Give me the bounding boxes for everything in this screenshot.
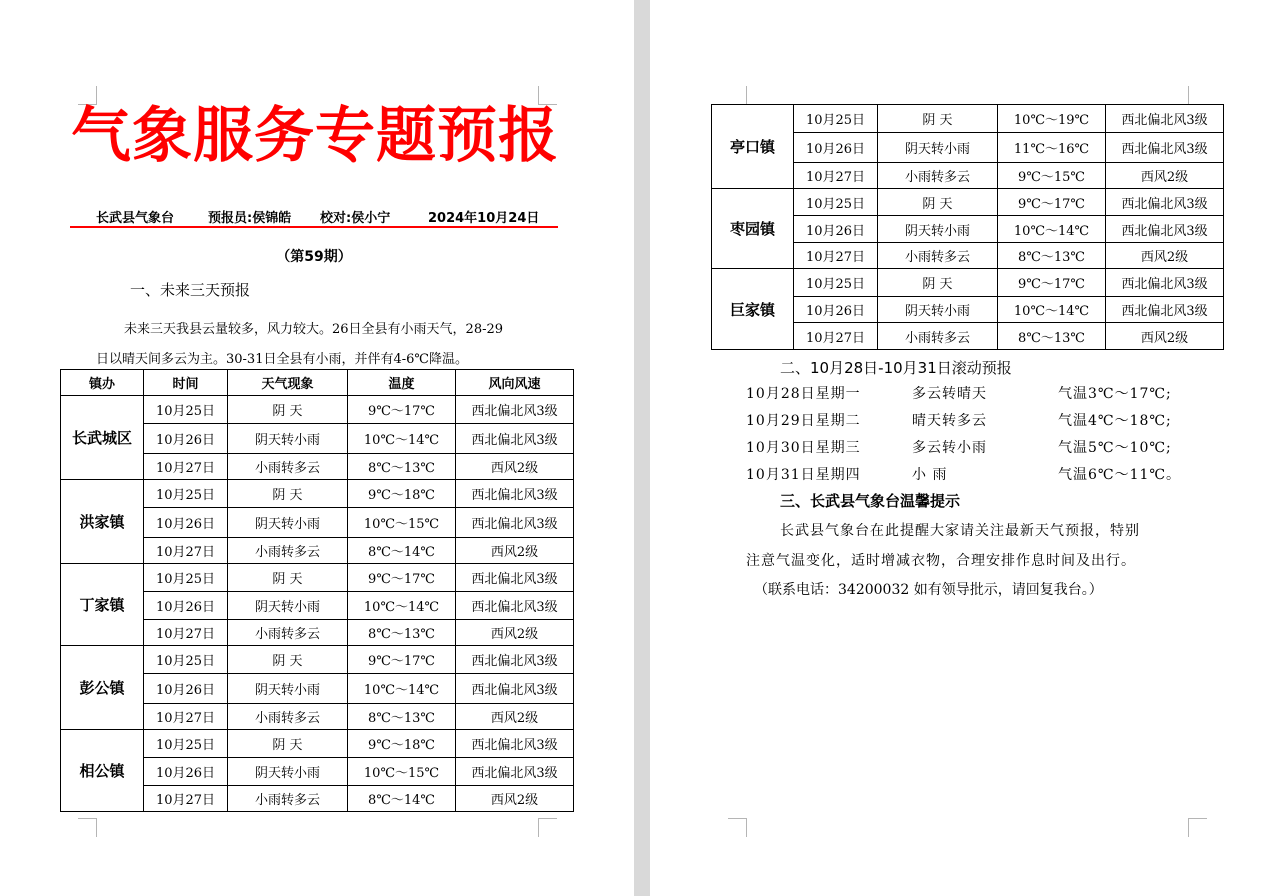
wind-cell: 西北偏北风3级 [1106,216,1224,243]
rolling-weather: 多云转小雨 [912,440,987,456]
wind-cell: 西北偏北风3级 [1106,297,1224,323]
table-row [712,269,1224,297]
town-forecast-table-body [712,105,1224,350]
temperature-cell: 9℃～15℃ [998,163,1106,189]
weather-cell: 阴 天 [228,480,348,508]
weather-cell: 阴天转小雨 [878,297,998,323]
date-cell: 10月26日 [144,758,228,786]
date-cell: 10月25日 [144,646,228,674]
byline-org: 长武县气象台 [96,211,175,226]
temperature-cell: 10℃～15℃ [348,508,456,538]
weather-cell: 阴 天 [878,269,998,297]
byline-forecaster: 预报员:侯锦皓 [208,211,292,226]
date-cell: 10月27日 [144,786,228,812]
weather-cell: 阴天转小雨 [228,592,348,620]
wind-cell: 西风2级 [1106,243,1224,269]
table-row [61,564,574,592]
wind-cell: 西北偏北风3级 [456,730,574,758]
wind-cell: 西北偏北风3级 [456,646,574,674]
weather-cell: 阴天转小雨 [878,133,998,163]
weather-cell: 阴天转小雨 [228,508,348,538]
date-cell: 10月26日 [144,424,228,454]
table-header-cell: 天气现象 [228,370,348,396]
wind-cell: 西风2级 [456,786,574,812]
margin-corner-mark [78,818,97,837]
byline-proofreader: 校对:侯小宁 [320,211,391,226]
town-forecast-table [60,369,574,812]
weather-cell: 阴天转小雨 [228,674,348,704]
town-name-cell: 洪家镇 [61,480,144,564]
temperature-cell: 8℃～13℃ [348,704,456,730]
page-gutter [634,0,650,896]
date-cell: 10月27日 [144,704,228,730]
wind-cell: 西北偏北风3级 [456,674,574,704]
weather-cell: 阴 天 [228,646,348,674]
forecast-paragraph-line: 未来三天我县云量较多，风力较大。26日全县有小雨天气，28-29 [124,322,504,337]
rolling-day: 10月29日星期二 [746,413,861,429]
town-name-cell: 巨家镇 [712,269,794,350]
temperature-cell: 10℃～14℃ [998,216,1106,243]
town-name-cell: 亭口镇 [712,105,794,189]
table-header-cell: 时间 [144,370,228,396]
weather-cell: 阴 天 [228,396,348,424]
temperature-cell: 10℃～14℃ [998,297,1106,323]
town-name-cell: 彭公镇 [61,646,144,730]
date-cell: 10月25日 [794,105,878,133]
wind-cell: 西风2级 [1106,323,1224,350]
date-cell: 10月26日 [794,133,878,163]
weather-cell: 小雨转多云 [228,620,348,646]
rolling-weather: 小 雨 [912,467,948,483]
temperature-cell: 8℃～14℃ [348,538,456,564]
weather-cell: 阴天转小雨 [228,758,348,786]
date-cell: 10月25日 [794,189,878,216]
weather-cell: 阴 天 [878,189,998,216]
table-row [61,396,574,424]
wind-cell: 西北偏北风3级 [1106,269,1224,297]
temperature-cell: 10℃～15℃ [348,758,456,786]
margin-corner-mark [538,818,557,837]
date-cell: 10月25日 [144,730,228,758]
margin-corner-mark [1188,818,1207,837]
wind-cell: 西北偏北风3级 [1106,133,1224,163]
red-divider-line [70,226,558,228]
date-cell: 10月27日 [144,620,228,646]
town-name-cell: 相公镇 [61,730,144,812]
date-cell: 10月26日 [144,508,228,538]
wind-cell: 西北偏北风3级 [1106,105,1224,133]
date-cell: 10月27日 [794,323,878,350]
rolling-temperature: 气温6℃～11℃。 [1058,467,1182,483]
temperature-cell: 11℃～16℃ [998,133,1106,163]
wind-cell: 西风2级 [456,620,574,646]
town-name-cell: 丁家镇 [61,564,144,646]
wind-cell: 西风2级 [456,454,574,480]
temperature-cell: 8℃～13℃ [348,620,456,646]
date-cell: 10月27日 [794,243,878,269]
temperature-cell: 8℃～13℃ [998,243,1106,269]
weather-cell: 小雨转多云 [228,454,348,480]
weather-cell: 阴 天 [228,564,348,592]
rolling-day: 10月31日星期四 [746,467,861,483]
date-cell: 10月25日 [144,480,228,508]
issue-number: （第59期） [276,249,352,265]
temperature-cell: 8℃～13℃ [998,323,1106,350]
tips-paragraph-line: 长武县气象台在此提醒大家请关注最新天气预报，特别 [780,523,1140,539]
date-cell: 10月27日 [794,163,878,189]
wind-cell: 西北偏北风3级 [456,396,574,424]
weather-cell: 小雨转多云 [228,786,348,812]
byline-date: 2024年10月24日 [428,211,540,226]
temperature-cell: 8℃～13℃ [348,454,456,480]
temperature-cell: 9℃～18℃ [348,730,456,758]
rolling-weather: 晴天转多云 [912,413,987,429]
wind-cell: 西风2级 [456,704,574,730]
town-forecast-table-body [61,396,574,812]
table-row [61,480,574,508]
masthead-title: 气象服务专题预报 [71,101,559,171]
section-heading-rolling: 二、10月28日-10月31日滚动预报 [780,359,1012,377]
weather-cell: 小雨转多云 [878,163,998,189]
wind-cell: 西北偏北风3级 [1106,189,1224,216]
weather-cell: 阴天转小雨 [878,216,998,243]
date-cell: 10月27日 [144,538,228,564]
weather-cell: 阴 天 [878,105,998,133]
weather-cell: 小雨转多云 [878,243,998,269]
wind-cell: 西风2级 [1106,163,1224,189]
margin-corner-mark [728,86,747,105]
weather-cell: 小雨转多云 [878,323,998,350]
rolling-temperature: 气温3℃～17℃; [1058,386,1172,402]
date-cell: 10月25日 [794,269,878,297]
temperature-cell: 10℃～14℃ [348,424,456,454]
contact-line: （联系电话：34200032 如有领导批示，请回复我台。） [754,582,1103,598]
town-forecast-table-continued [711,104,1224,350]
date-cell: 10月26日 [794,216,878,243]
weather-cell: 阴 天 [228,730,348,758]
temperature-cell: 10℃～14℃ [348,592,456,620]
rolling-day: 10月28日星期一 [746,386,861,402]
town-name-cell: 枣园镇 [712,189,794,269]
table-header-cell: 镇办 [61,370,144,396]
table-row [61,730,574,758]
date-cell: 10月27日 [144,454,228,480]
rolling-weather: 多云转晴天 [912,386,987,402]
weather-cell: 小雨转多云 [228,538,348,564]
date-cell: 10月26日 [794,297,878,323]
temperature-cell: 8℃～14℃ [348,786,456,812]
temperature-cell: 9℃～17℃ [998,189,1106,216]
temperature-cell: 9℃～18℃ [348,480,456,508]
wind-cell: 西北偏北风3级 [456,758,574,786]
wind-cell: 西北偏北风3级 [456,508,574,538]
temperature-cell: 9℃～17℃ [348,396,456,424]
section-heading-forecast: 一、未来三天预报 [130,281,251,299]
wind-cell: 西北偏北风3级 [456,592,574,620]
rolling-day: 10月30日星期三 [746,440,861,456]
wind-cell: 西北偏北风3级 [456,480,574,508]
temperature-cell: 9℃～17℃ [998,269,1106,297]
section-heading-tips: 三、长武县气象台温馨提示 [780,492,961,510]
margin-corner-mark [728,818,747,837]
table-row [712,105,1224,133]
margin-corner-mark [1188,86,1207,105]
temperature-cell: 9℃～17℃ [348,564,456,592]
byline [70,206,558,226]
date-cell: 10月26日 [144,674,228,704]
weather-cell: 小雨转多云 [228,704,348,730]
temperature-cell: 9℃～17℃ [348,646,456,674]
rolling-temperature: 气温4℃～18℃; [1058,413,1172,429]
date-cell: 10月25日 [144,564,228,592]
date-cell: 10月26日 [144,592,228,620]
table-header-cell: 风向风速 [456,370,574,396]
document-page-left [0,0,634,896]
table-header-cell: 温度 [348,370,456,396]
table-row [712,189,1224,216]
date-cell: 10月25日 [144,396,228,424]
forecast-paragraph-line: 日以晴天间多云为主。30-31日全县有小雨，并伴有4-6℃降温。 [96,352,468,367]
table-row [61,646,574,674]
weather-cell: 阴天转小雨 [228,424,348,454]
document-page-right [650,0,1284,896]
tips-paragraph-line: 注意气温变化，适时增减衣物，合理安排作息时间及出行。 [746,553,1136,569]
wind-cell: 西北偏北风3级 [456,424,574,454]
temperature-cell: 10℃～14℃ [348,674,456,704]
rolling-temperature: 气温5℃～10℃; [1058,440,1172,456]
wind-cell: 西风2级 [456,538,574,564]
town-name-cell: 长武城区 [61,396,144,480]
temperature-cell: 10℃～19℃ [998,105,1106,133]
wind-cell: 西北偏北风3级 [456,564,574,592]
